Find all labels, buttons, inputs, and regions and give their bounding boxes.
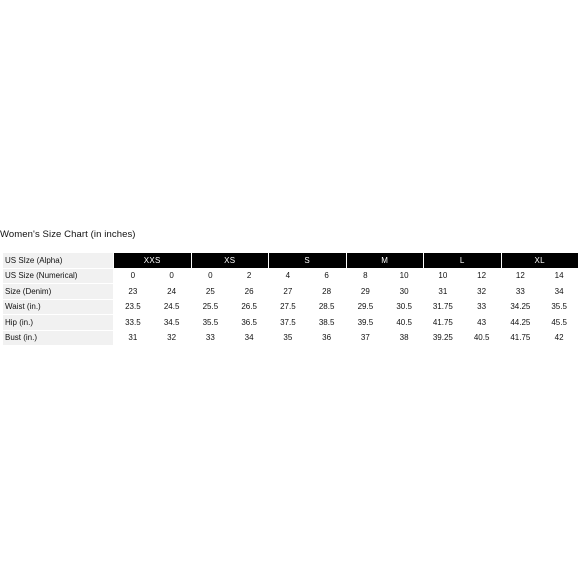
- table-cell: 39.5: [347, 315, 385, 330]
- table-cell: 8: [347, 269, 385, 284]
- table-cell: 10: [385, 269, 423, 284]
- table-cell: 40.5: [463, 331, 501, 346]
- table-cell: 35: [269, 331, 307, 346]
- table-cell: 29.5: [347, 300, 385, 315]
- table-cell: 43: [463, 315, 501, 330]
- alpha-header-row: [3, 253, 578, 268]
- table-cell: 31.75: [424, 300, 462, 315]
- table-cell: 33: [463, 300, 501, 315]
- table-cell: 36: [308, 331, 346, 346]
- alpha-size-header: XS: [192, 253, 269, 268]
- table-cell: 24.5: [153, 300, 191, 315]
- table-cell: 27.5: [269, 300, 307, 315]
- table-cell: 4: [269, 269, 307, 284]
- table-cell: 36.5: [230, 315, 268, 330]
- table-cell: 41.75: [424, 315, 462, 330]
- table-cell: 38: [385, 331, 423, 346]
- table-cell: 25.5: [192, 300, 230, 315]
- row-label: US Size (Numerical): [3, 269, 113, 284]
- table-cell: 44.25: [502, 315, 540, 330]
- table-cell: 31: [424, 284, 462, 299]
- table-cell: 27: [269, 284, 307, 299]
- table-cell: 41.75: [502, 331, 540, 346]
- table-cell: 37.5: [269, 315, 307, 330]
- table-cell: 30.5: [385, 300, 423, 315]
- table-cell: 29: [347, 284, 385, 299]
- table-cell: 0: [153, 269, 191, 284]
- alpha-size-header: S: [269, 253, 346, 268]
- table-cell: 14: [540, 269, 578, 284]
- row-label: Hip (in.): [3, 315, 113, 330]
- row-label: Size (Denim): [3, 284, 113, 299]
- alpha-size-header: XL: [502, 253, 579, 268]
- table-body: [3, 269, 578, 346]
- table-cell: 12: [502, 269, 540, 284]
- table-cell: 30: [385, 284, 423, 299]
- table-cell: 10: [424, 269, 462, 284]
- table-cell: 33: [192, 331, 230, 346]
- table-cell: 32: [153, 331, 191, 346]
- table-cell: 0: [192, 269, 230, 284]
- table-cell: 38.5: [308, 315, 346, 330]
- table-cell: 39.25: [424, 331, 462, 346]
- table-row: [3, 300, 578, 315]
- table-cell: 12: [463, 269, 501, 284]
- table-cell: 32: [463, 284, 501, 299]
- alpha-size-header: M: [347, 253, 424, 268]
- table-cell: 0: [114, 269, 152, 284]
- chart-title: Women's Size Chart (in inches): [0, 229, 136, 240]
- table-cell: 28: [308, 284, 346, 299]
- alpha-size-header: L: [424, 253, 501, 268]
- table-cell: 25: [192, 284, 230, 299]
- table-cell: 33.5: [114, 315, 152, 330]
- table-cell: 35.5: [192, 315, 230, 330]
- row-label: US SIze (Alpha): [3, 253, 113, 268]
- table-cell: 23.5: [114, 300, 152, 315]
- table-cell: 40.5: [385, 315, 423, 330]
- table-cell: 31: [114, 331, 152, 346]
- table-cell: 34: [540, 284, 578, 299]
- table-cell: 34.5: [153, 315, 191, 330]
- table-cell: 26.5: [230, 300, 268, 315]
- alpha-size-header: XXS: [114, 253, 191, 268]
- table-cell: 45.5: [540, 315, 578, 330]
- table-row: [3, 284, 578, 299]
- row-label: Bust (in.): [3, 331, 113, 346]
- table-cell: 42: [540, 331, 578, 346]
- table-row: [3, 269, 578, 284]
- table-cell: 2: [230, 269, 268, 284]
- table-cell: 35.5: [540, 300, 578, 315]
- row-label: Waist (in.): [3, 300, 113, 315]
- table-cell: 37: [347, 331, 385, 346]
- table-cell: 6: [308, 269, 346, 284]
- table-cell: 23: [114, 284, 152, 299]
- table-cell: 34.25: [502, 300, 540, 315]
- table-cell: 34: [230, 331, 268, 346]
- table-cell: 26: [230, 284, 268, 299]
- table-row: [3, 315, 578, 330]
- size-chart-table: [2, 252, 579, 346]
- table-row: [3, 331, 578, 346]
- table-cell: 28.5: [308, 300, 346, 315]
- table-cell: 24: [153, 284, 191, 299]
- table-cell: 33: [502, 284, 540, 299]
